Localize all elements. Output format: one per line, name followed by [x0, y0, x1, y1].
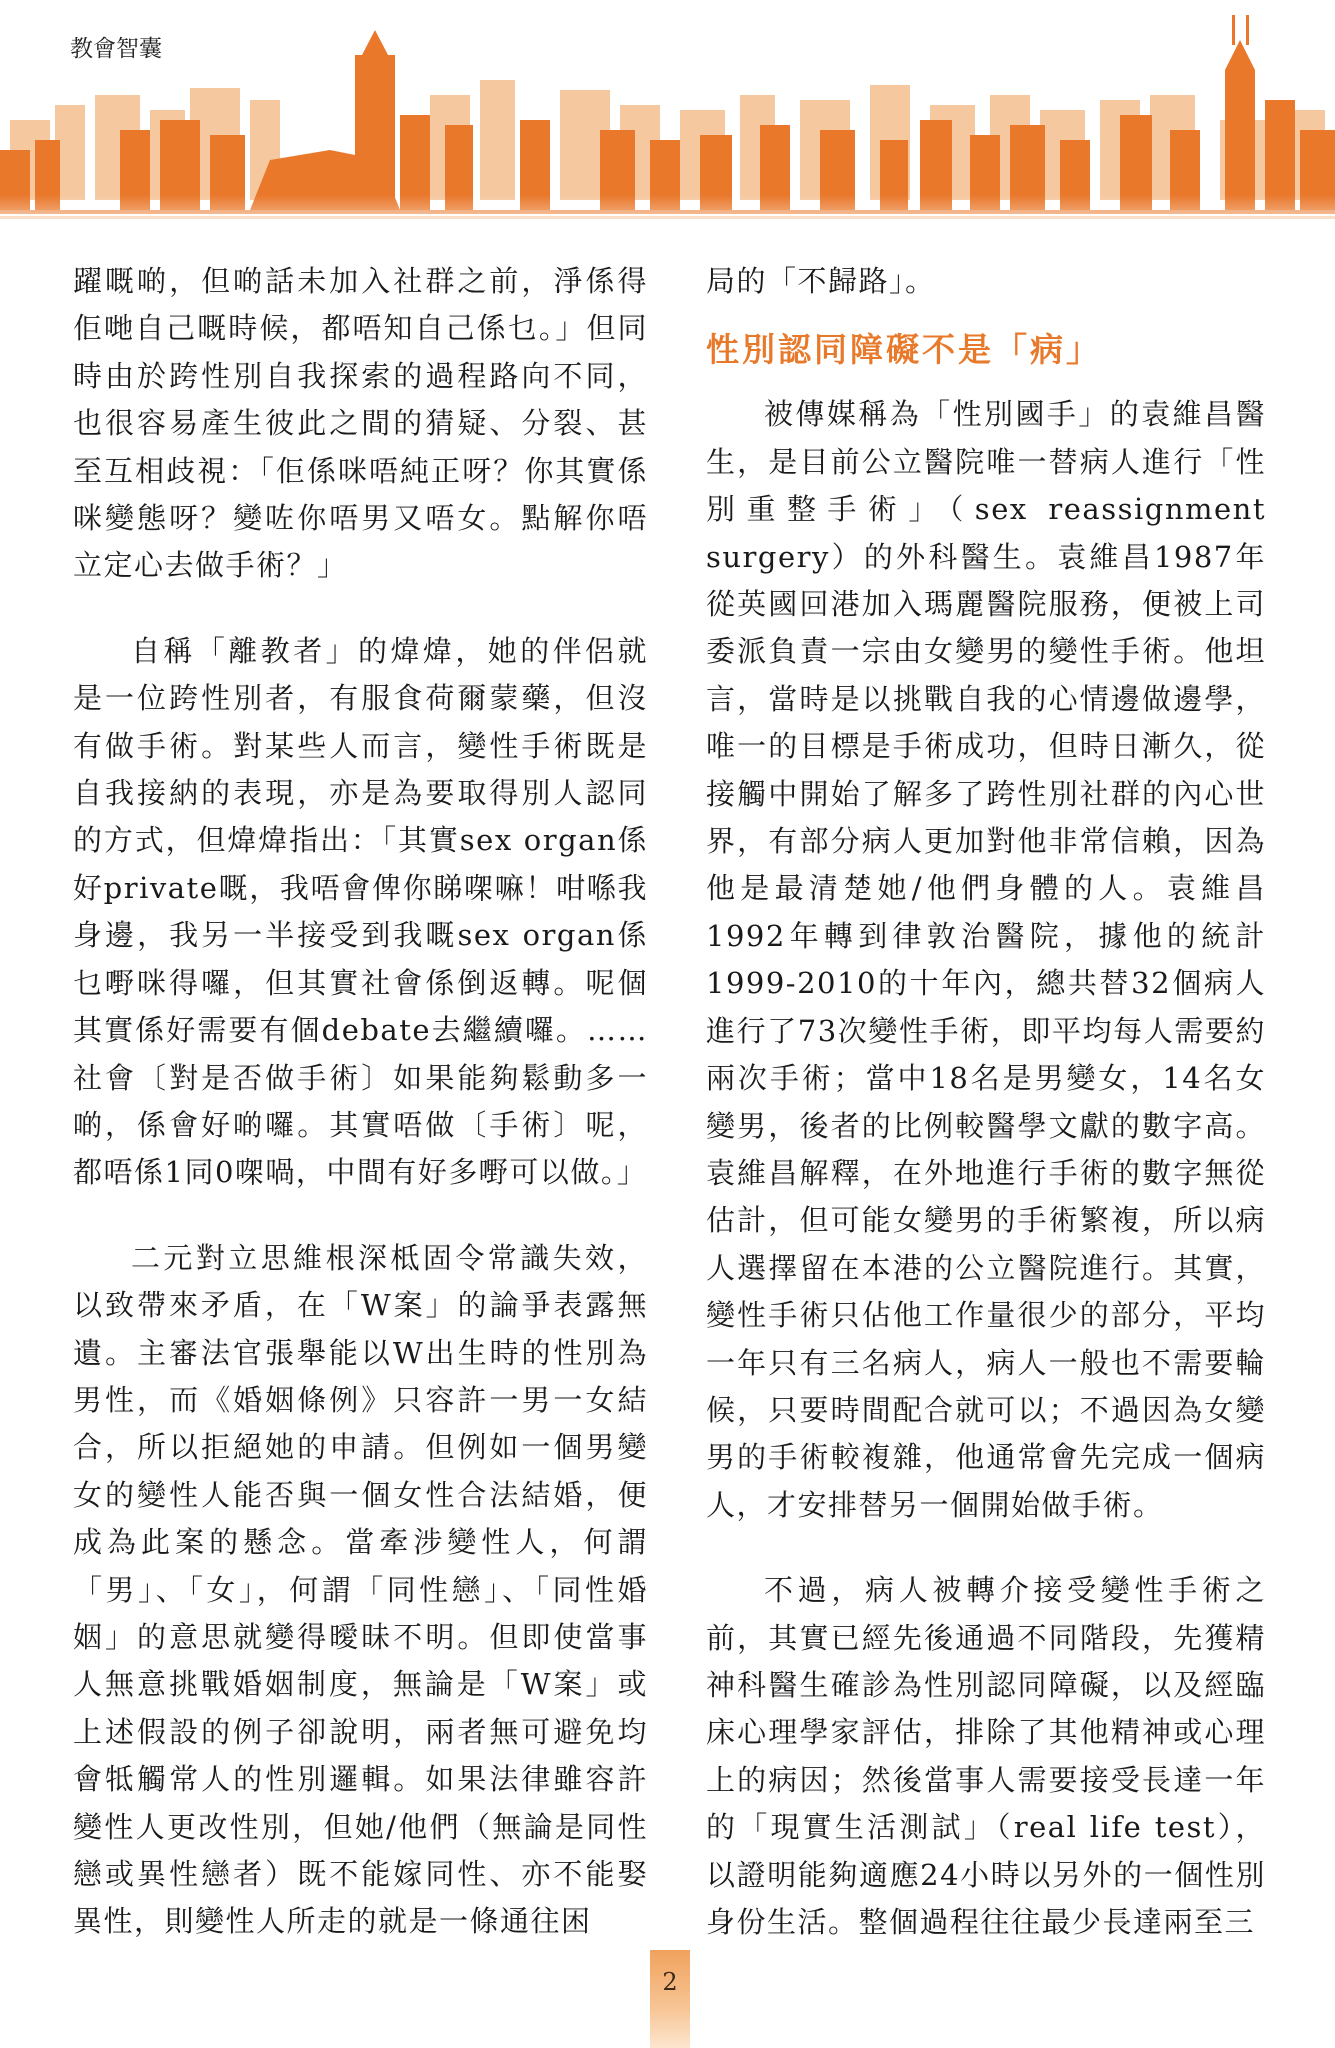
body-paragraph: 躍嘅啲，但啲話未加入社群之前，淨係得佢哋自己嘅時候，都唔知自己係乜。」但同時由於跨性別自我探索的過程路向不同，也很容易產生彼此之間的猜疑、分裂、甚至互相歧視：「佢係咪唔純正呀？你其實係咪變態呀？變咗你唔男又唔女。點解你唔立定心去做手術？」 — [73, 264, 648, 583]
body-paragraph: 二元對立思維根深柢固令常識失效，以致帶來矛盾，在「W案」的論爭表露無遺。主審法官張舉能以W出生時的性別為男性，而《婚姻條例》只容許一男一女結合，所以拒絕她的申請。但例如一個男變女的變性人能否與一個女性合法結婚，便成為此案的懸念。當牽涉變性人，何謂「男」、「女」，何謂「同性戀」、「同性婚姻」的意思就變得曖昧不明。但即使當事人無意挑戰婚姻制度，無論是「W案」或上述假設的例子卻說明，兩者無可避免均會牴觸常人的性別邏輯。如果法律雖容許變性人更改性別，但她/他們（無論是同性戀或異性戀者）既不能嫁同性、亦不能娶異性，則變性人所走的就是一條通往困 — [73, 1240, 648, 1939]
left-column — [73, 258, 648, 1946]
body-paragraph: 局的「不歸路」。 — [706, 264, 936, 298]
body-paragraph: 不過，病人被轉介接受變性手術之前，其實已經先後通過不同階段，先獲精神科醫生確診為性別認同障礙，以及經臨床心理學家評估，排除了其他精神或心理上的病因；然後當事人需要接受長達一年的「現實生活測試」（real life test），以證明能夠適應24小時以另外的一個性別身份生活。整個過程往往最少長達兩至三 — [706, 1573, 1266, 1939]
section-heading: 性別認同障礙不是「病」 — [706, 330, 1102, 370]
publication-name: 教會智囊 — [70, 36, 162, 62]
page-number: 2 — [662, 1968, 678, 1996]
page-number-tab — [650, 1950, 690, 2048]
skyline-header-image — [0, 0, 1335, 250]
body-paragraph: 被傳媒稱為「性別國手」的袁維昌醫生，是目前公立醫院唯一替病人進行「性別重整手術」（sex reassignment surgery）的外科醫生。袁維昌1987年從英國回港加入瑪麗醫院服務，便被上司委派負責一宗由女變男的變性手術。他坦言，當時是以挑戰自我的心情邊做邊學，唯一的目標是手術成功，但時日漸久，從接觸中開始了解多了跨性別社群的內心世界，有部分病人更加對他非常信賴，因為他是最清楚她/他們身體的人。袁維昌1992年轉到律敦治醫院，據他的統計1999-2010的十年內，總共替32個病人進行了73次變性手術，即平均每人需要約兩次手術；當中18名是男變女，14名女變男，後者的比例較醫學文獻的數字高。袁維昌解釋，在外地進行手術的數字無從估計，但可能女變男的手術繁複，所以病人選擇留在本港的公立醫院進行。其實，變性手術只佔他工作量很少的部分，平均一年只有三名病人，病人一般也不需要輪候，只要時間配合就可以；不過因為女變男的手術較複雜，他通常會先完成一個病人，才安排替另一個開始做手術。 — [706, 397, 1266, 1522]
body-paragraph: 自稱「離教者」的煒煒，她的伴侶就是一位跨性別者，有服食荷爾蒙藥，但沒有做手術。對某些人而言，變性手術既是自我接納的表現，亦是為要取得別人認同的方式，但煒煒指出：「其實sex organ係好private嘅，我唔會俾你睇㗎嘛！咁喺我身邊，我另一半接受到我嘅sex organ係乜嘢咪得囉，但其實社會係倒返轉。呢個其實係好需要有個debate去繼續囉。……社會〔對是否做手術〕如果能夠鬆動多一啲，係會好啲囉。其實唔做〔手術〕呢，都唔係1同0㗎喎，中間有好多嘢可以做。」 — [73, 633, 648, 1190]
right-column — [706, 258, 1266, 1946]
